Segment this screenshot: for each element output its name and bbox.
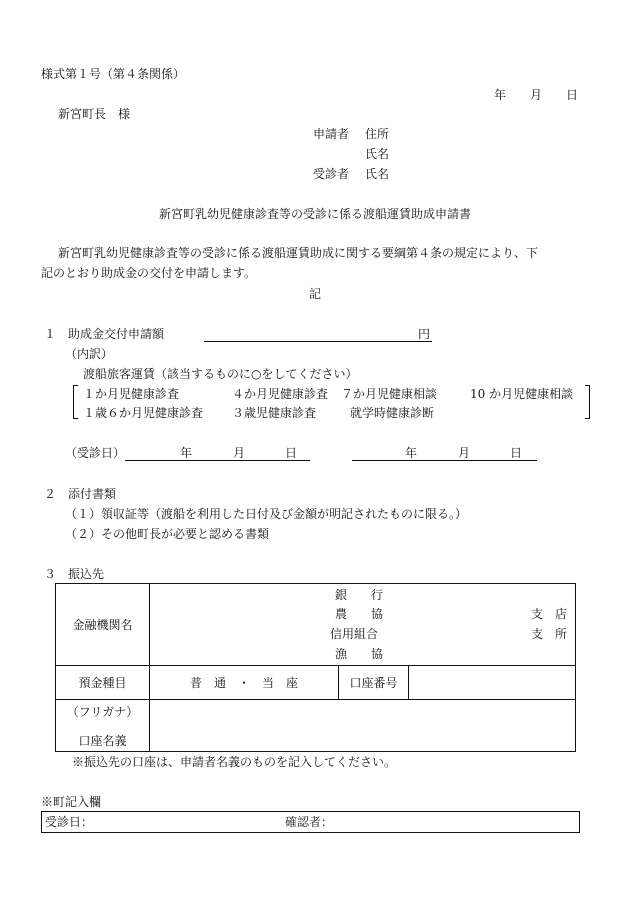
section1-heading: １ 助成金交付申請額	[44, 327, 165, 341]
form-number: 様式第１号（第４条関係）	[41, 67, 186, 81]
bank-type-fishery: 漁 協	[335, 646, 384, 661]
holder-field[interactable]	[150, 700, 576, 752]
applicant-name-label: 氏名	[365, 147, 390, 161]
office-use-box	[41, 811, 580, 833]
body-line-2: 記のとおり助成金の交付を申請します。	[41, 266, 257, 280]
yen-label: 円	[418, 327, 431, 341]
exam-1-month[interactable]: １か月児健康診査	[83, 387, 180, 401]
addressee: 新宮町長 様	[58, 107, 131, 121]
bank-type-bank: 銀 行	[335, 587, 384, 602]
account-number-label: 口座番号	[339, 666, 409, 700]
exam-date-field-1[interactable]	[125, 460, 310, 461]
exam-date-1-day: 日	[285, 446, 298, 460]
bracket-left	[73, 385, 78, 419]
account-type-label: 預金種目	[56, 666, 150, 700]
exam-date-label: （受診日）	[65, 446, 126, 460]
office-checker-label: 確認者：	[285, 815, 334, 829]
section2-heading: ２ 添付書類	[44, 487, 117, 501]
exam-7-month[interactable]: ７か月児健康相談	[341, 387, 438, 401]
exam-date-2-year: 年	[405, 446, 418, 460]
patient-label: 受診者	[313, 167, 350, 181]
bracket-right	[585, 385, 590, 419]
exam-date-field-2[interactable]	[352, 460, 537, 461]
bank-type-credit-union: 信用組合	[330, 626, 379, 641]
exam-date-2-day: 日	[510, 446, 523, 460]
exam-date-2-month: 月	[458, 446, 471, 460]
bank-table	[55, 583, 576, 752]
breakdown-label: （内訳）	[65, 347, 114, 361]
applicant-address-label: 住所	[365, 127, 390, 141]
exam-4-month[interactable]: ４か月児健康診査	[232, 387, 329, 401]
body-line-1: 新宮町乳幼児健康診査等の受診に係る渡船運賃助成に関する要綱第４条の規定により、下	[58, 246, 539, 260]
exam-school-entry[interactable]: 就学時健康診断	[350, 406, 435, 420]
holder-labels	[56, 700, 150, 752]
attachment-1: （１）領収証等（渡船を利用した日付及び金額が明記されたものに限る。）	[65, 507, 468, 521]
exam-10-month[interactable]: 10 か月児健康相談	[470, 387, 574, 401]
bank-type-ja: 農 協	[335, 606, 384, 621]
transfer-note: ※振込先の口座は、申請者名義のものを記入してください。	[72, 755, 397, 769]
institution-cell[interactable]	[150, 584, 576, 666]
amount-field[interactable]	[204, 341, 432, 342]
office-exam-date-label: 受診日：	[45, 815, 94, 829]
branch-type-shiten: 支 店	[531, 606, 568, 621]
section3-heading: ３ 振込先	[44, 567, 105, 581]
branch-type-shisho: 支 所	[531, 626, 568, 641]
exam-date-1-year: 年	[180, 446, 193, 460]
attachment-2: （２）その他町長が必要と認める書類	[65, 527, 270, 541]
holder-label: 口座名義	[78, 733, 127, 748]
exam-date-1-month: 月	[233, 446, 246, 460]
furigana-label: （フリガナ）	[66, 704, 139, 719]
institution-label: 金融機関名	[56, 584, 150, 666]
applicant-label: 申請者	[313, 127, 350, 141]
exam-18-month[interactable]: １歳６か月児健康診査	[83, 406, 204, 420]
ki-label: 記	[308, 287, 321, 301]
fare-note: 渡船旅客運賃（該当するものに○をしてください）	[83, 367, 358, 381]
account-number-field[interactable]	[409, 666, 576, 700]
application-date: 年 月 日	[494, 88, 579, 102]
exam-3-year[interactable]: ３歳児健康診査	[232, 406, 317, 420]
document-title: 新宮町乳幼児健康診査等の受診に係る渡船運賃助成申請書	[158, 207, 471, 221]
patient-name-label: 氏名	[365, 167, 390, 181]
office-use-heading: ※町記入欄	[41, 795, 102, 809]
account-type-options[interactable]: 普 通 ・ 当 座	[150, 666, 339, 700]
